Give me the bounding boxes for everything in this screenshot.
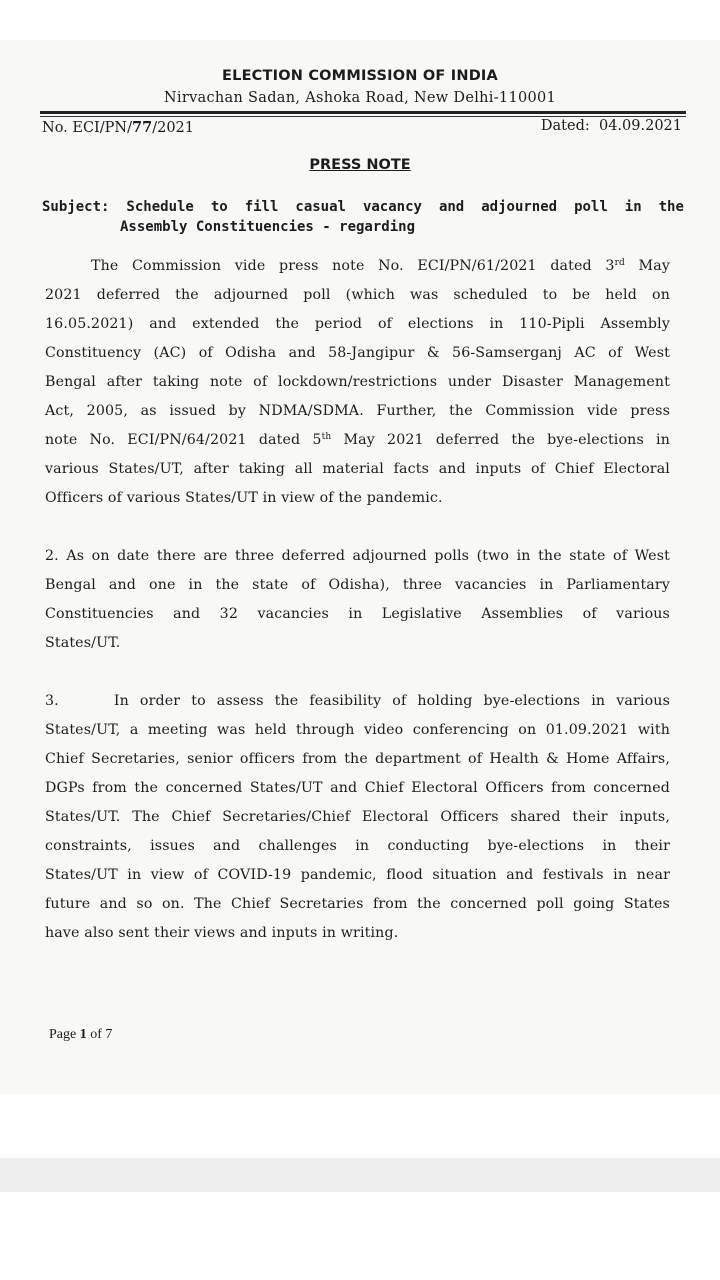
paragraph-line: States/UT.	[45, 635, 121, 651]
paragraph-line: Act, 2005, as issued by NDMA/SDMA. Further, the Commission vide press	[45, 403, 670, 419]
subject-word: fill	[244, 199, 279, 215]
paragraph-line: DGPs from the concerned States/UT and Chief Electoral Officers from concerned	[45, 780, 670, 796]
paragraph-line	[45, 252, 670, 281]
paragraph-1	[45, 252, 670, 513]
paragraph-line: 3. In order to assess the feasibility of holding bye-elections in various	[45, 693, 670, 709]
paragraph-line: Bengal after taking note of lockdown/restrictions under Disaster Management	[45, 374, 670, 390]
paragraph-line: future and so on. The Chief Secretaries from the concerned poll going States	[45, 896, 670, 912]
page-label: Page	[49, 1027, 80, 1042]
page-separator	[0, 1158, 720, 1192]
paragraph-line: Chief Secretaries, senior officers from the department of Health & Home Affairs,	[45, 751, 670, 767]
paragraph-line: various States/UT, after taking all material facts and inputs of Chief Electoral	[45, 461, 670, 477]
subject-word: vacancy	[362, 199, 422, 215]
subject-word: Schedule	[126, 199, 194, 215]
subject-word: adjourned	[481, 199, 558, 215]
press-note-title: PRESS NOTE	[309, 157, 411, 173]
document-page[interactable]	[0, 40, 720, 1094]
paragraph-line	[45, 426, 670, 455]
paragraph-line: Constituency (AC) of Odisha and 58-Jangipur & 56-Samserganj AC of West	[45, 345, 670, 361]
subject-word: in	[624, 199, 642, 215]
paragraph-line: States/UT, a meeting was held through video conferencing on 01.09.2021 with	[45, 722, 670, 738]
header-rule-thick	[40, 111, 686, 114]
paragraph-3	[45, 687, 670, 948]
superscript: th	[321, 432, 332, 442]
paragraph-line: 16.05.2021) and extended the period of elections in 110-Pipli Assembly	[45, 316, 670, 332]
date-line: Dated: 04.09.2021	[540, 118, 682, 134]
subject-line-2: Assembly Constituencies - regarding	[120, 219, 416, 235]
text-run: The Commission vide press note No. ECI/PN/61/2021 dated 3	[91, 258, 615, 274]
paragraph-line: Constituencies and 32 vacancies in Legislative Assemblies of various	[45, 606, 670, 622]
page-total: of 7	[86, 1027, 113, 1042]
paragraph-line: 2021 deferred the adjourned poll (which was scheduled to be held on	[45, 287, 670, 303]
reference-number-value: 77	[132, 119, 153, 136]
text-run: May 2021 deferred the bye-elections in	[331, 432, 670, 448]
subject-word: to	[210, 199, 228, 215]
paragraph-line: Bengal and one in the state of Odisha), three vacancies in Parliamentary	[45, 577, 670, 593]
reference-suffix: /2021	[152, 120, 194, 136]
text-run: note No. ECI/PN/64/2021 dated 5	[45, 432, 322, 448]
subject-word: poll	[574, 199, 608, 215]
page-gap	[0, 1094, 720, 1158]
bottom-margin	[0, 1192, 720, 1280]
paragraph-line: States/UT in view of COVID-19 pandemic, flood situation and festivals in near	[45, 867, 670, 883]
paragraph-line: Officers of various States/UT in view of the pandemic.	[45, 490, 443, 506]
subject-line-1	[42, 197, 684, 217]
reference-prefix: No. ECI/PN/	[42, 120, 133, 136]
paragraph-line: constraints, issues and challenges in conducting bye-elections in their	[45, 838, 670, 854]
paragraph-line: 2. As on date there are three deferred adjourned polls (two in the state of West	[45, 548, 670, 564]
subject-word: casual	[295, 199, 346, 215]
organization-name: ELECTION COMMISSION OF INDIA	[222, 68, 498, 84]
page-number	[49, 1027, 112, 1043]
page-current: 1	[79, 1027, 87, 1042]
reference-number	[42, 119, 194, 136]
organization-address: Nirvachan Sadan, Ashoka Road, New Delhi-110001	[163, 90, 557, 106]
subject-word: and	[438, 199, 465, 215]
paragraph-line: have also sent their views and inputs in writing.	[45, 925, 399, 941]
subject-word: the	[658, 199, 684, 215]
top-margin	[0, 0, 720, 40]
subject-block	[42, 197, 684, 237]
superscript: rd	[614, 258, 625, 268]
text-run: May	[624, 258, 670, 274]
paragraph-2	[45, 542, 670, 658]
paragraph-line: States/UT. The Chief Secretaries/Chief Electoral Officers shared their inputs,	[45, 809, 670, 825]
header-rule-thin	[40, 116, 686, 117]
subject-label: Subject:	[42, 199, 110, 215]
